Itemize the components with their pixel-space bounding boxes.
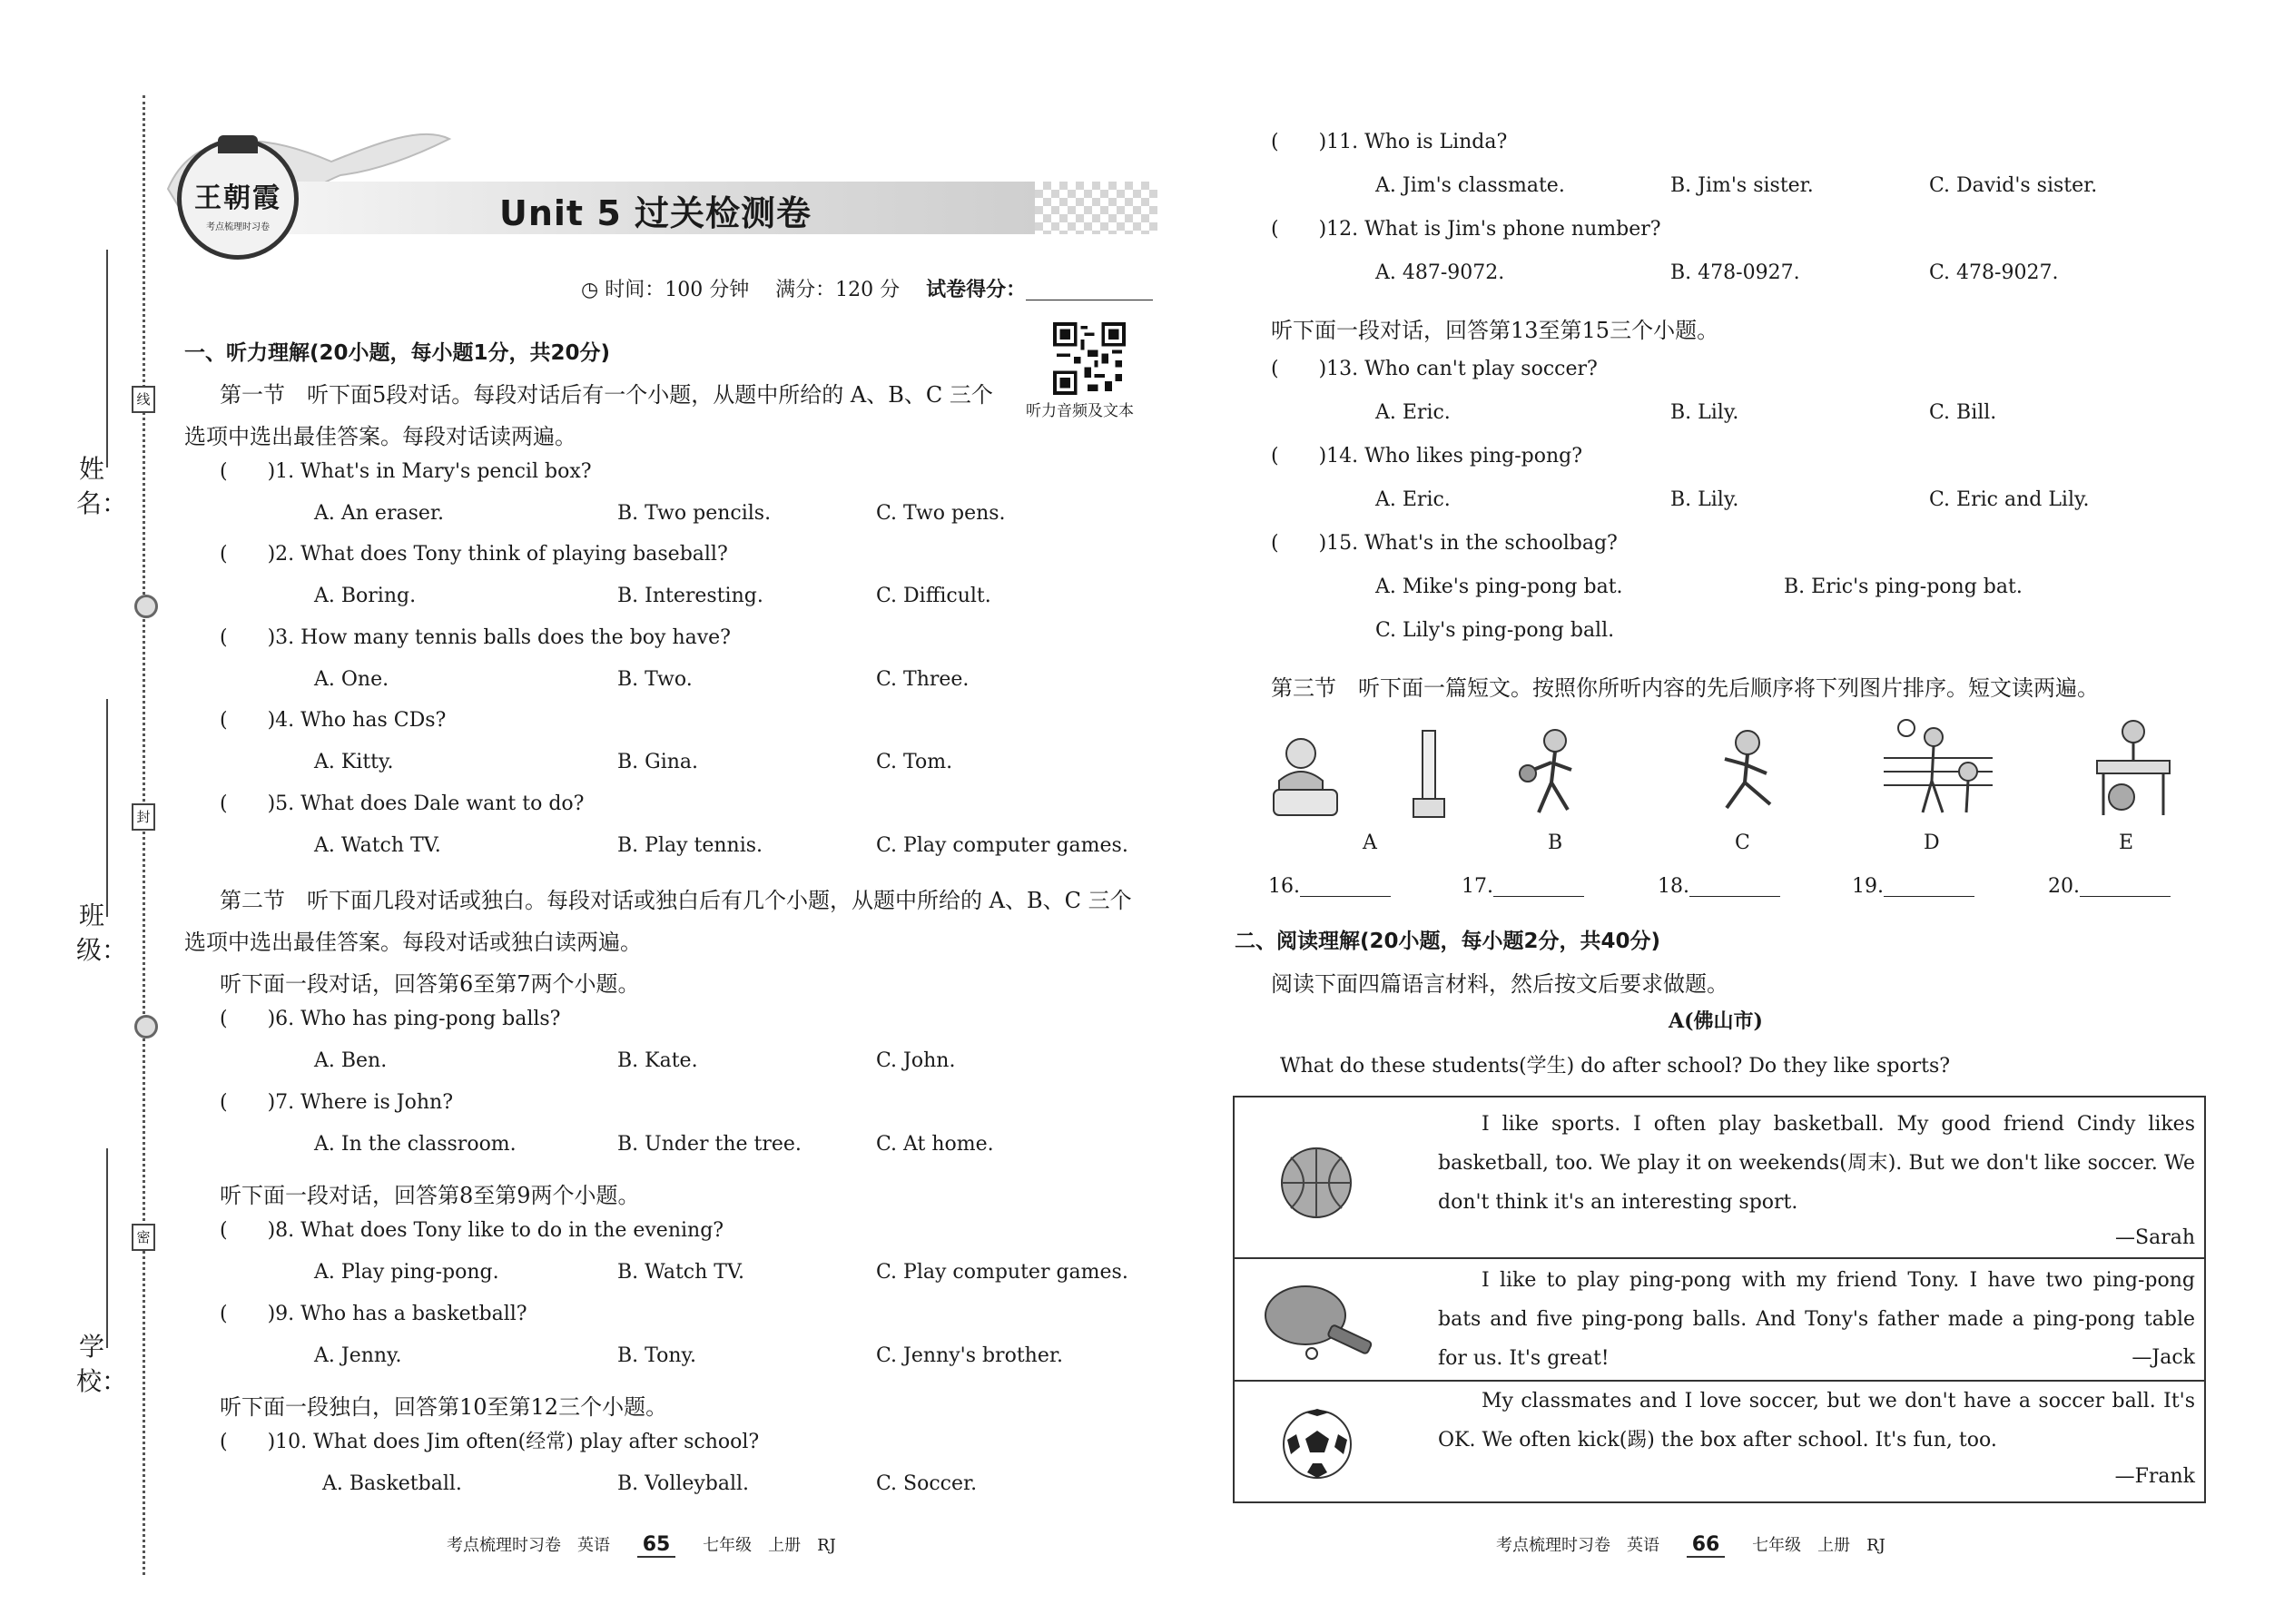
question-stem: ( )7. Where is John? — [220, 1091, 453, 1114]
blank-line[interactable] — [2080, 878, 2171, 897]
blank-number: 20. — [2048, 875, 2080, 898]
reading-table — [1233, 1096, 2206, 1503]
page-title: Unit 5 过关检测卷 — [499, 193, 812, 233]
answer-blank-18[interactable] — [1658, 877, 1780, 897]
option-a[interactable]: A. Boring. — [314, 585, 417, 607]
exam-info — [581, 280, 1153, 300]
option-c[interactable]: C. Two pens. — [876, 502, 1006, 525]
seal-mark-seal: 封 — [132, 803, 155, 831]
option-a[interactable]: A. Kitty. — [314, 751, 394, 773]
picture-a-tv-set — [1403, 726, 1457, 822]
basketball-icon — [1278, 1145, 1354, 1221]
ping-pong-bat-icon — [1262, 1279, 1380, 1361]
part2-heading: 二、阅读理解(20小题，每小题2分，共40分) — [1235, 930, 1661, 953]
passage-question: What do these students(学生) do after school? Do they like sports? — [1280, 1055, 1951, 1078]
reading-row-sarah — [1235, 1097, 2204, 1259]
option-a[interactable]: A. Play ping-pong. — [314, 1261, 499, 1284]
question-stem: ( )8. What does Tony like to do in the evening? — [220, 1219, 724, 1242]
page-number — [1687, 1533, 1726, 1558]
option-c[interactable]: C. At home. — [876, 1133, 994, 1156]
question-stem: ( )14. Who likes ping-pong? — [1271, 445, 1583, 468]
part2-instruction: 阅读下面四篇语言材料，然后按文后要求做题。 — [1271, 971, 1728, 997]
question-stem: ( )5. What does Dale want to do? — [220, 792, 585, 815]
option-c[interactable]: C. Difficult. — [876, 585, 991, 607]
class-line[interactable] — [106, 699, 108, 917]
option-b[interactable]: B. Under the tree. — [617, 1133, 802, 1156]
answer-blank-17[interactable] — [1462, 877, 1584, 897]
crown-icon — [218, 135, 258, 153]
option-c[interactable]: C. John. — [876, 1049, 956, 1072]
option-c[interactable]: C. Bill. — [1929, 401, 1997, 424]
blank-line[interactable] — [1493, 878, 1584, 897]
question-stem: ( )10. What does Jim often(经常) play after school? — [220, 1431, 760, 1453]
picture-label: C — [1735, 832, 1750, 854]
option-a[interactable]: A. Ben. — [314, 1049, 388, 1072]
reading-signature: —Frank — [2114, 1465, 2195, 1488]
option-b[interactable]: B. Watch TV. — [617, 1261, 745, 1284]
option-a[interactable]: A. Eric. — [1375, 488, 1451, 511]
option-c[interactable]: C. Play computer games. — [876, 1261, 1128, 1284]
question-stem: ( )1. What's in Mary's pencil box? — [220, 460, 592, 483]
picture-b-basketball — [1511, 726, 1593, 822]
picture-label: A — [1363, 832, 1377, 854]
brand-logo — [177, 138, 299, 260]
footer-left — [447, 1532, 836, 1558]
score-field[interactable] — [1026, 280, 1153, 300]
option-c[interactable]: C. Play computer games. — [876, 834, 1128, 857]
option-c[interactable]: C. David's sister. — [1929, 174, 2098, 197]
question-stem: ( )9. Who has a basketball? — [220, 1303, 527, 1325]
question-stem: ( )2. What does Tony think of playing baseball? — [220, 543, 728, 566]
blank-line[interactable] — [1689, 878, 1780, 897]
school-line[interactable] — [106, 1148, 108, 1348]
section1-instruction: 第一节 听下面5段对话。每段对话后有一个小题，从题中所给的 A、B、C 三个 — [220, 382, 993, 408]
page-number — [637, 1533, 676, 1558]
picture-a-watching-tv — [1266, 726, 1348, 822]
seal-mark-dense: 密 — [132, 1224, 155, 1251]
option-b[interactable]: B. Two pencils. — [617, 502, 772, 525]
footer-right — [1496, 1532, 1885, 1558]
name-line[interactable] — [106, 250, 108, 468]
reading-text: I like sports. I often play basketball. My good friend Cindy likes basketball, too. We play it on weekends(周末). But we don't like soccer. We don't think it's an interesting sport. — [1438, 1113, 2195, 1214]
reading-text: I like to play ping-pong with my friend Tony. I have two ping-pong bats and five ping-pong balls. And Tony's father made a ping-pong table for us. It's great! — [1438, 1269, 2195, 1370]
score-label: 试卷得分： — [926, 279, 1027, 301]
binding-dotted-line — [143, 95, 145, 1575]
soccer-ball-icon — [1280, 1407, 1354, 1481]
time-score-info: 时间：100 分钟 满分：120 分 — [605, 279, 901, 301]
option-c[interactable]: C. Eric and Lily. — [1929, 488, 2090, 511]
option-c[interactable]: C. Three. — [876, 668, 970, 691]
seal-mark-line: 线 — [132, 386, 155, 413]
monolog-intro-10-12: 听下面一段独白，回答第10至第12三个小题。 — [220, 1394, 668, 1420]
option-b[interactable]: B. Tony. — [617, 1344, 697, 1367]
question-stem: ( )13. Who can't play soccer? — [1271, 358, 1598, 380]
section1-instruction-cont: 选项中选出最佳答案。每段对话读两遍。 — [184, 424, 576, 449]
page-number-value: 65 — [642, 1533, 671, 1556]
option-a[interactable]: A. One. — [314, 668, 389, 691]
reading-row-jack — [1235, 1257, 2204, 1382]
option-a[interactable]: A. In the classroom. — [314, 1133, 517, 1156]
blank-number: 17. — [1462, 875, 1493, 898]
name-label: 姓名： — [76, 454, 128, 518]
option-c[interactable]: C. Jenny's brother. — [876, 1344, 1063, 1367]
option-b[interactable]: B. Gina. — [617, 751, 699, 773]
binder-hole-1 — [134, 595, 158, 618]
question-stem: ( )4. Who has CDs? — [220, 709, 447, 732]
reading-text: My classmates and I love soccer, but we don't have a soccer ball. It's OK. We often kick(踢) the box after school. It's fun, too. — [1438, 1390, 2195, 1452]
answer-blank-19[interactable] — [1852, 877, 1974, 897]
option-b[interactable]: B. Play tennis. — [617, 834, 763, 857]
option-a[interactable]: A. Jenny. — [314, 1344, 402, 1367]
footer-grade: 七年级 上册 RJ — [1752, 1536, 1885, 1555]
option-b[interactable]: B. Interesting. — [617, 585, 763, 607]
blank-number: 19. — [1852, 875, 1884, 898]
footer-series: 考点梳理时习卷 英语 — [1496, 1536, 1659, 1555]
part1-heading: 一、听力理解(20小题，每小题1分，共20分) — [184, 341, 611, 365]
dialog-intro-6-7: 听下面一段对话，回答第6至第7两个小题。 — [220, 971, 640, 997]
option-b[interactable]: B. Volleyball. — [617, 1472, 750, 1495]
logo-name: 王朝霞 — [194, 182, 281, 214]
blank-line[interactable] — [1884, 878, 1974, 897]
answer-blank-16[interactable] — [1268, 877, 1391, 897]
reading-row-frank — [1235, 1380, 2204, 1498]
option-c[interactable]: C. Tom. — [876, 751, 953, 773]
picture-label: D — [1924, 832, 1940, 854]
question-stem: ( )6. Who has ping-pong balls? — [220, 1008, 561, 1030]
qr-code-icon[interactable] — [1053, 322, 1126, 395]
reading-signature: —Sarah — [2115, 1226, 2195, 1249]
option-a[interactable]: A. Mike's ping-pong bat. — [1375, 576, 1623, 598]
passage-title: A(佛山市) — [1669, 1009, 1763, 1033]
page-number-value: 66 — [1691, 1533, 1720, 1556]
blank-number: 18. — [1658, 875, 1689, 898]
footer-series: 考点梳理时习卷 英语 — [447, 1536, 610, 1555]
dialog-intro-8-9: 听下面一段对话，回答第8至第9两个小题。 — [220, 1183, 640, 1208]
option-a[interactable]: A. Watch TV. — [314, 834, 441, 857]
banner-checker-pattern — [1035, 182, 1157, 234]
picture-e-ping-pong — [2092, 717, 2174, 822]
option-a[interactable]: A. Jim's classmate. — [1375, 174, 1565, 197]
question-stem: ( )15. What's in the schoolbag? — [1271, 532, 1618, 555]
footer-grade: 七年级 上册 RJ — [703, 1536, 836, 1555]
option-b[interactable]: B. Lily. — [1670, 401, 1739, 424]
section3-instruction: 第三节 听下面一篇短文。按照你所听内容的先后顺序将下列图片排序。短文读两遍。 — [1271, 675, 2099, 701]
option-c[interactable]: C. Lily's ping-pong ball. — [1375, 619, 1615, 642]
school-label: 学校： — [76, 1332, 128, 1396]
picture-d-tennis — [1879, 717, 1997, 822]
option-a[interactable]: A. Eric. — [1375, 401, 1451, 424]
dialog-intro-13-15: 听下面一段对话，回答第13至第15三个小题。 — [1271, 318, 1719, 343]
binder-hole-2 — [134, 1015, 158, 1038]
section2-instruction: 第二节 听下面几段对话或独白。每段对话或独白后有几个小题，从题中所给的 A、B、C 三个 — [220, 888, 1132, 913]
question-stem: ( )11. Who is Linda? — [1271, 131, 1508, 153]
question-stem: ( )12. What is Jim's phone number? — [1271, 218, 1661, 241]
option-b[interactable]: B. Kate. — [617, 1049, 698, 1072]
blank-line[interactable] — [1300, 878, 1391, 897]
option-c[interactable]: C. Soccer. — [876, 1472, 978, 1495]
question-stem: ( )3. How many tennis balls does the boy have? — [220, 626, 731, 649]
option-c[interactable]: C. 478-9027. — [1929, 261, 2059, 284]
section2-instruction-cont: 选项中选出最佳答案。每段对话或独白读两遍。 — [184, 930, 642, 955]
option-b[interactable]: B. Two. — [617, 668, 693, 691]
blank-number: 16. — [1268, 875, 1300, 898]
option-a[interactable]: A. 487-9072. — [1375, 261, 1505, 284]
qr-caption: 听力音频及文本 — [1026, 402, 1134, 420]
answer-blank-20[interactable] — [2048, 877, 2171, 897]
option-a[interactable]: A. Basketball. — [322, 1472, 462, 1495]
picture-c-running — [1707, 726, 1788, 822]
option-a[interactable]: A. An eraser. — [314, 502, 444, 525]
option-b[interactable]: B. Lily. — [1670, 488, 1739, 511]
picture-label: E — [2119, 832, 2134, 854]
option-b[interactable]: B. Eric's ping-pong bat. — [1784, 576, 2023, 598]
clock-icon: ◷ — [581, 279, 605, 301]
reading-signature: —Jack — [2132, 1346, 2195, 1369]
picture-label: B — [1548, 832, 1563, 854]
class-label: 班级： — [76, 901, 128, 965]
option-b[interactable]: B. 478-0927. — [1670, 261, 1800, 284]
logo-subtitle: 考点梳理时习卷 — [206, 222, 270, 232]
option-b[interactable]: B. Jim's sister. — [1670, 174, 1814, 197]
